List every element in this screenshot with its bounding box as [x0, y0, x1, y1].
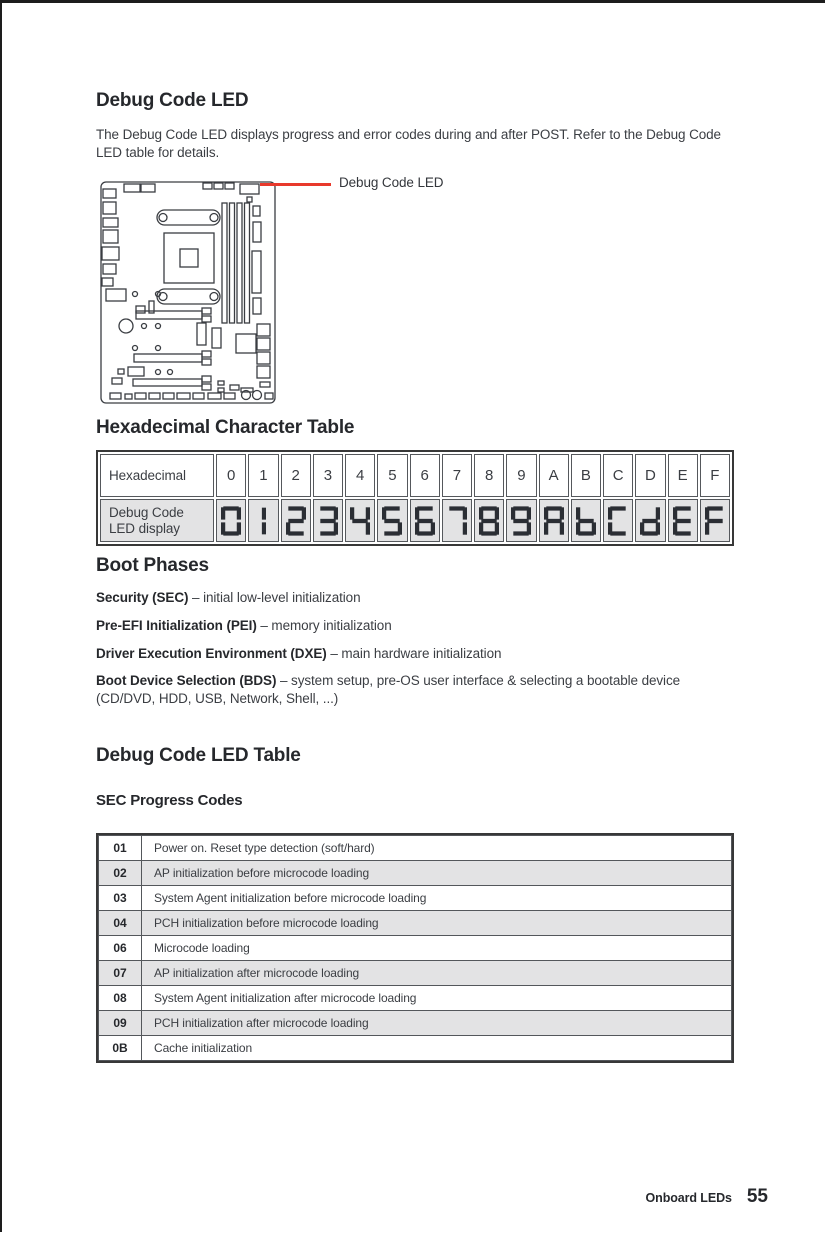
sec-code-description: Cache initialization — [142, 1036, 732, 1061]
seven-segment-digit — [705, 506, 725, 536]
hexadecimal-table — [96, 450, 734, 546]
hex-header-row — [100, 454, 730, 497]
sec-code-description: System Agent initialization after microcode loading — [142, 986, 732, 1011]
section-title-hex-table: Hexadecimal Character Table — [96, 417, 355, 438]
led-digit-cell — [345, 499, 375, 542]
motherboard-diagram — [100, 176, 277, 405]
section-title-boot-phases: Boot Phases — [96, 555, 209, 576]
boot-phase-desc: – main hardware initialization — [330, 645, 502, 661]
sec-code-value: 04 — [99, 911, 142, 936]
section-title-debug-code-led-table: Debug Code LED Table — [96, 745, 301, 766]
seven-segment-digit — [447, 506, 467, 536]
sec-code-description: PCH initialization after microcode loading — [142, 1011, 732, 1036]
sec-code-row — [99, 886, 732, 911]
led-digit-cell — [668, 499, 698, 542]
section-title-debug-code-led: Debug Code LED — [96, 90, 249, 111]
sec-code-value: 02 — [99, 861, 142, 886]
boot-phase-desc: – memory initialization — [260, 617, 392, 633]
sec-code-value: 08 — [99, 986, 142, 1011]
sec-code-value: 06 — [99, 936, 142, 961]
boot-phases-list — [96, 589, 736, 718]
led-digit-cell — [216, 499, 246, 542]
subtitle-sec-progress-codes: SEC Progress Codes — [96, 792, 243, 809]
pcie-slots — [112, 308, 221, 390]
sec-code-value: 07 — [99, 961, 142, 986]
hex-digit-cell: D — [635, 454, 665, 497]
sec-code-value: 03 — [99, 886, 142, 911]
sec-code-row — [99, 961, 732, 986]
seven-segment-digit — [350, 506, 370, 536]
led-digit-cell — [313, 499, 343, 542]
hex-digit-cell: 3 — [313, 454, 343, 497]
seven-segment-digit — [576, 506, 596, 536]
hex-digit-cell: A — [539, 454, 569, 497]
hex-digit-cell: C — [603, 454, 633, 497]
dimm-slots — [222, 203, 250, 323]
seven-segment-digit — [221, 506, 241, 536]
sec-code-row — [99, 986, 732, 1011]
seven-segment-digit — [382, 506, 402, 536]
led-digit-cell — [539, 499, 569, 542]
io-ports — [102, 189, 126, 301]
page-footer — [646, 1186, 768, 1208]
sec-progress-codes-table — [96, 833, 734, 1063]
boot-phase-item — [96, 589, 736, 607]
led-row-label-line2: LED display — [109, 520, 180, 536]
callout-label: Debug Code LED — [339, 175, 444, 190]
bottom-headers — [110, 381, 273, 400]
boot-phase-desc: – system setup, pre-OS user interface & selecting a bootable device (CD/DVD, HDD, USB, Network, Shell, ...) — [96, 673, 681, 707]
sec-code-description: Power on. Reset type detection (soft/hard) — [142, 836, 732, 861]
sec-table-body — [99, 836, 732, 1061]
callout-line — [260, 183, 331, 186]
hex-digit-cell: B — [571, 454, 601, 497]
led-digit-cell — [474, 499, 504, 542]
hex-digit-cell: 5 — [377, 454, 407, 497]
footer-page-number: 55 — [746, 1186, 768, 1207]
cpu-socket — [157, 210, 220, 304]
led-digit-cell — [635, 499, 665, 542]
boot-phase-item — [96, 672, 736, 708]
hex-digit-cell: 2 — [281, 454, 311, 497]
led-row-label — [100, 499, 214, 542]
led-digit-cell — [506, 499, 536, 542]
sec-code-row — [99, 1011, 732, 1036]
footer-section-label: Onboard LEDs — [645, 1191, 732, 1205]
sec-code-description: Microcode loading — [142, 936, 732, 961]
boot-phase-item — [96, 617, 736, 635]
hex-digit-cell: 4 — [345, 454, 375, 497]
led-digit-cell — [377, 499, 407, 542]
sec-code-description: PCH initialization before microcode loading — [142, 911, 732, 936]
led-digit-cell — [248, 499, 278, 542]
seven-segment-digit — [415, 506, 435, 536]
seven-segment-digit — [673, 506, 693, 536]
hex-digit-cell: 1 — [248, 454, 278, 497]
sata-ports — [257, 324, 270, 387]
hex-digit-cell: 0 — [216, 454, 246, 497]
led-display-row — [100, 499, 730, 542]
seven-segment-digit — [544, 506, 564, 536]
boot-phase-desc: – initial low-level initialization — [192, 590, 361, 605]
seven-segment-digit — [608, 506, 628, 536]
sec-code-description: AP initialization before microcode loading — [142, 861, 732, 886]
sec-code-value: 01 — [99, 836, 142, 861]
led-digit-cell — [603, 499, 633, 542]
sec-code-value: 0B — [99, 1036, 142, 1061]
led-digit-cell — [700, 499, 730, 542]
sec-code-row — [99, 861, 732, 886]
sec-code-row — [99, 1036, 732, 1061]
hex-digit-cell: E — [668, 454, 698, 497]
led-digit-cell — [442, 499, 472, 542]
hex-digit-cell: F — [700, 454, 730, 497]
hex-table-body — [100, 454, 730, 542]
seven-segment-digit — [286, 506, 306, 536]
seven-segment-digit — [511, 506, 531, 536]
right-headers — [252, 206, 261, 314]
led-digit-cell — [410, 499, 440, 542]
chipset — [236, 334, 256, 353]
hex-digit-cell: 9 — [506, 454, 536, 497]
sec-code-value: 09 — [99, 1011, 142, 1036]
debug-code-led-description: The Debug Code LED displays progress and error codes during and after POST. Refer to the Debug Code LED table for details. — [96, 127, 721, 161]
led-digit-cell — [281, 499, 311, 542]
motherboard-diagram-area — [96, 174, 736, 407]
sec-code-row — [99, 911, 732, 936]
debug-code-led-component — [240, 184, 259, 202]
led-digit-cell — [571, 499, 601, 542]
boot-phase-item — [96, 645, 736, 663]
hex-digit-cell: 7 — [442, 454, 472, 497]
boot-phase-term: Pre-EFI Initialization (PEI) — [96, 617, 257, 633]
seven-segment-digit — [260, 506, 266, 536]
sec-code-description: AP initialization after microcode loading — [142, 961, 732, 986]
hex-digit-cell: 8 — [474, 454, 504, 497]
sec-code-row — [99, 836, 732, 861]
seven-segment-digit — [479, 506, 499, 536]
hex-row-label: Hexadecimal — [100, 454, 214, 497]
boot-phase-term: Boot Device Selection (BDS) — [96, 673, 277, 689]
boot-phase-term: Driver Execution Environment (DXE) — [96, 645, 327, 661]
hex-digit-cell: 6 — [410, 454, 440, 497]
led-row-label-line1: Debug Code — [109, 504, 184, 520]
top-headers — [124, 183, 234, 192]
seven-segment-digit — [318, 506, 338, 536]
sec-code-row — [99, 936, 732, 961]
seven-segment-digit — [640, 506, 660, 536]
sec-code-description: System Agent initialization before microcode loading — [142, 886, 732, 911]
boot-phase-term: Security (SEC) — [96, 590, 189, 605]
